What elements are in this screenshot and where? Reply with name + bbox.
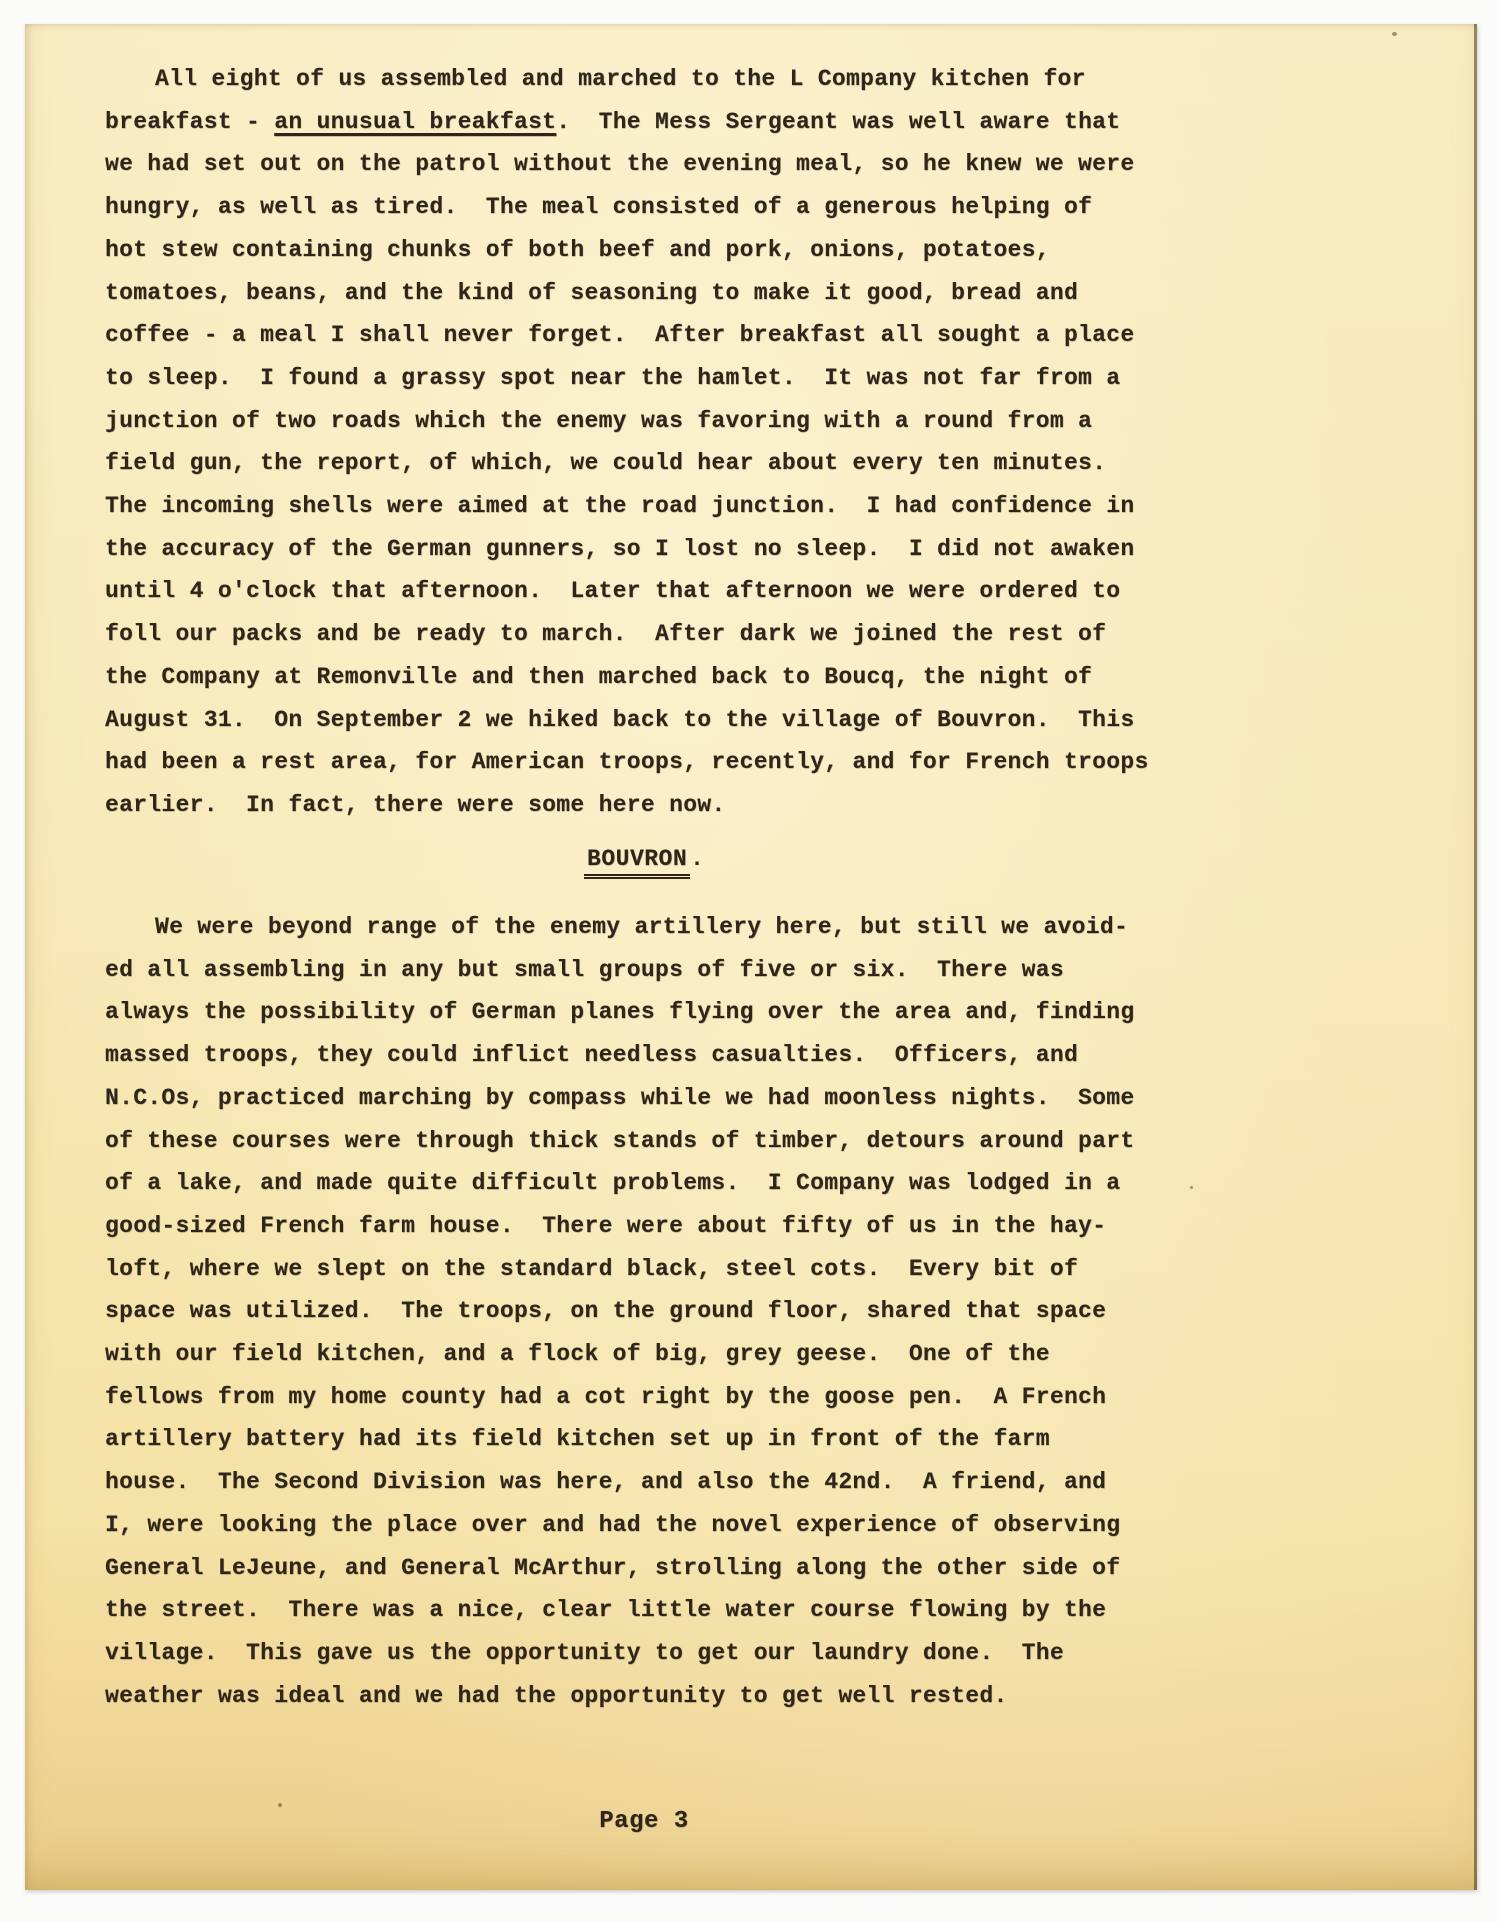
text-line: of a lake, and made quite difficult problems. I Company was lodged in a bbox=[105, 1170, 1121, 1197]
text-line: We were beyond range of the enemy artillery here, but still we avoid- bbox=[155, 914, 1129, 940]
text-line: village. This gave us the opportunity to get our laundry done. The bbox=[105, 1639, 1064, 1666]
text-line: N.C.Os, practiced marching by compass while we had moonless nights. Some bbox=[105, 1084, 1135, 1111]
paper-speck bbox=[1190, 1186, 1193, 1189]
text-line: always the possibility of German planes flying over the area and, finding bbox=[105, 999, 1135, 1026]
text-line: with our field kitchen, and a flock of big, grey geese. One of the bbox=[105, 1341, 1050, 1368]
text-line: weather was ideal and we had the opportunity to get well rested. bbox=[105, 1682, 1008, 1709]
text-line: loft, where we slept on the standard black, steel cots. Every bit of bbox=[105, 1255, 1079, 1282]
text-line: of these courses were through thick stands of timber, detours around part bbox=[105, 1127, 1135, 1154]
paper-sheet bbox=[25, 24, 1477, 1890]
paragraph-1 bbox=[105, 58, 1183, 827]
text-line: house. The Second Division was here, and also the 42nd. A friend, and bbox=[105, 1469, 1107, 1496]
text-line: ed all assembling in any but small groups of five or six. There was bbox=[105, 956, 1064, 983]
text-line: I, were looking the place over and had the novel experience of observing bbox=[105, 1511, 1121, 1538]
page-footer bbox=[105, 1808, 1183, 1835]
text-line: All eight of us assembled and marched to the L Company kitchen for bbox=[155, 66, 1086, 92]
page-number: Page 3 bbox=[599, 1808, 689, 1835]
text-line: breakfast - an unusual breakfast. The Mess Sergeant was well aware that bbox=[105, 108, 1121, 135]
section-heading: BOUVRON bbox=[584, 846, 690, 879]
text-line: General LeJeune, and General McArthur, strolling along the other side of bbox=[105, 1554, 1121, 1581]
text-line: field gun, the report, of which, we could hear about every ten minutes. bbox=[105, 450, 1107, 477]
underlined-phrase: an unusual breakfast bbox=[274, 108, 557, 135]
paper-speck bbox=[1392, 32, 1397, 36]
section-heading-row bbox=[105, 846, 1183, 879]
text-line: hungry, as well as tired. The meal consisted of a generous helping of bbox=[105, 194, 1093, 221]
text-line: The incoming shells were aimed at the road junction. I had confidence in bbox=[105, 493, 1135, 520]
text-line: to sleep. I found a grassy spot near the hamlet. It was not far from a bbox=[105, 364, 1121, 391]
text-line: coffee - a meal I shall never forget. After breakfast all sought a place bbox=[105, 322, 1135, 349]
text-line: the street. There was a nice, clear little water course flowing by the bbox=[105, 1597, 1107, 1624]
text-line: artillery battery had its field kitchen set up in front of the farm bbox=[105, 1426, 1050, 1453]
text-line: August 31. On September 2 we hiked back to the village of Bouvron. This bbox=[105, 706, 1135, 733]
heading-trailing-mark: . bbox=[690, 846, 704, 872]
text-line: fellows from my home county had a cot right by the goose pen. A French bbox=[105, 1383, 1107, 1410]
paragraph-2 bbox=[105, 906, 1183, 1717]
text-line: foll our packs and be ready to march. After dark we joined the rest of bbox=[105, 621, 1107, 648]
text-line: earlier. In fact, there were some here now. bbox=[105, 791, 726, 818]
text-line: we had set out on the patrol without the evening meal, so he knew we were bbox=[105, 151, 1135, 178]
text-line: the accuracy of the German gunners, so I lost no sleep. I did not awaken bbox=[105, 535, 1135, 562]
text-line: hot stew containing chunks of both beef and pork, onions, potatoes, bbox=[105, 236, 1050, 263]
paper-speck bbox=[278, 1803, 282, 1807]
text-line: had been a rest area, for American troops, recently, and for French troops bbox=[105, 749, 1149, 776]
text-line: until 4 o'clock that afternoon. Later that afternoon we were ordered to bbox=[105, 578, 1121, 605]
text-line: tomatoes, beans, and the kind of seasoning to make it good, bread and bbox=[105, 279, 1079, 306]
text-line: good-sized French farm house. There were about fifty of us in the hay- bbox=[105, 1212, 1107, 1239]
text-line: space was utilized. The troops, on the ground floor, shared that space bbox=[105, 1298, 1107, 1325]
text-line: the Company at Remonville and then marched back to Boucq, the night of bbox=[105, 663, 1093, 690]
text-line: massed troops, they could inflict needless casualties. Officers, and bbox=[105, 1042, 1079, 1069]
text-line: junction of two roads which the enemy was favoring with a round from a bbox=[105, 407, 1093, 434]
